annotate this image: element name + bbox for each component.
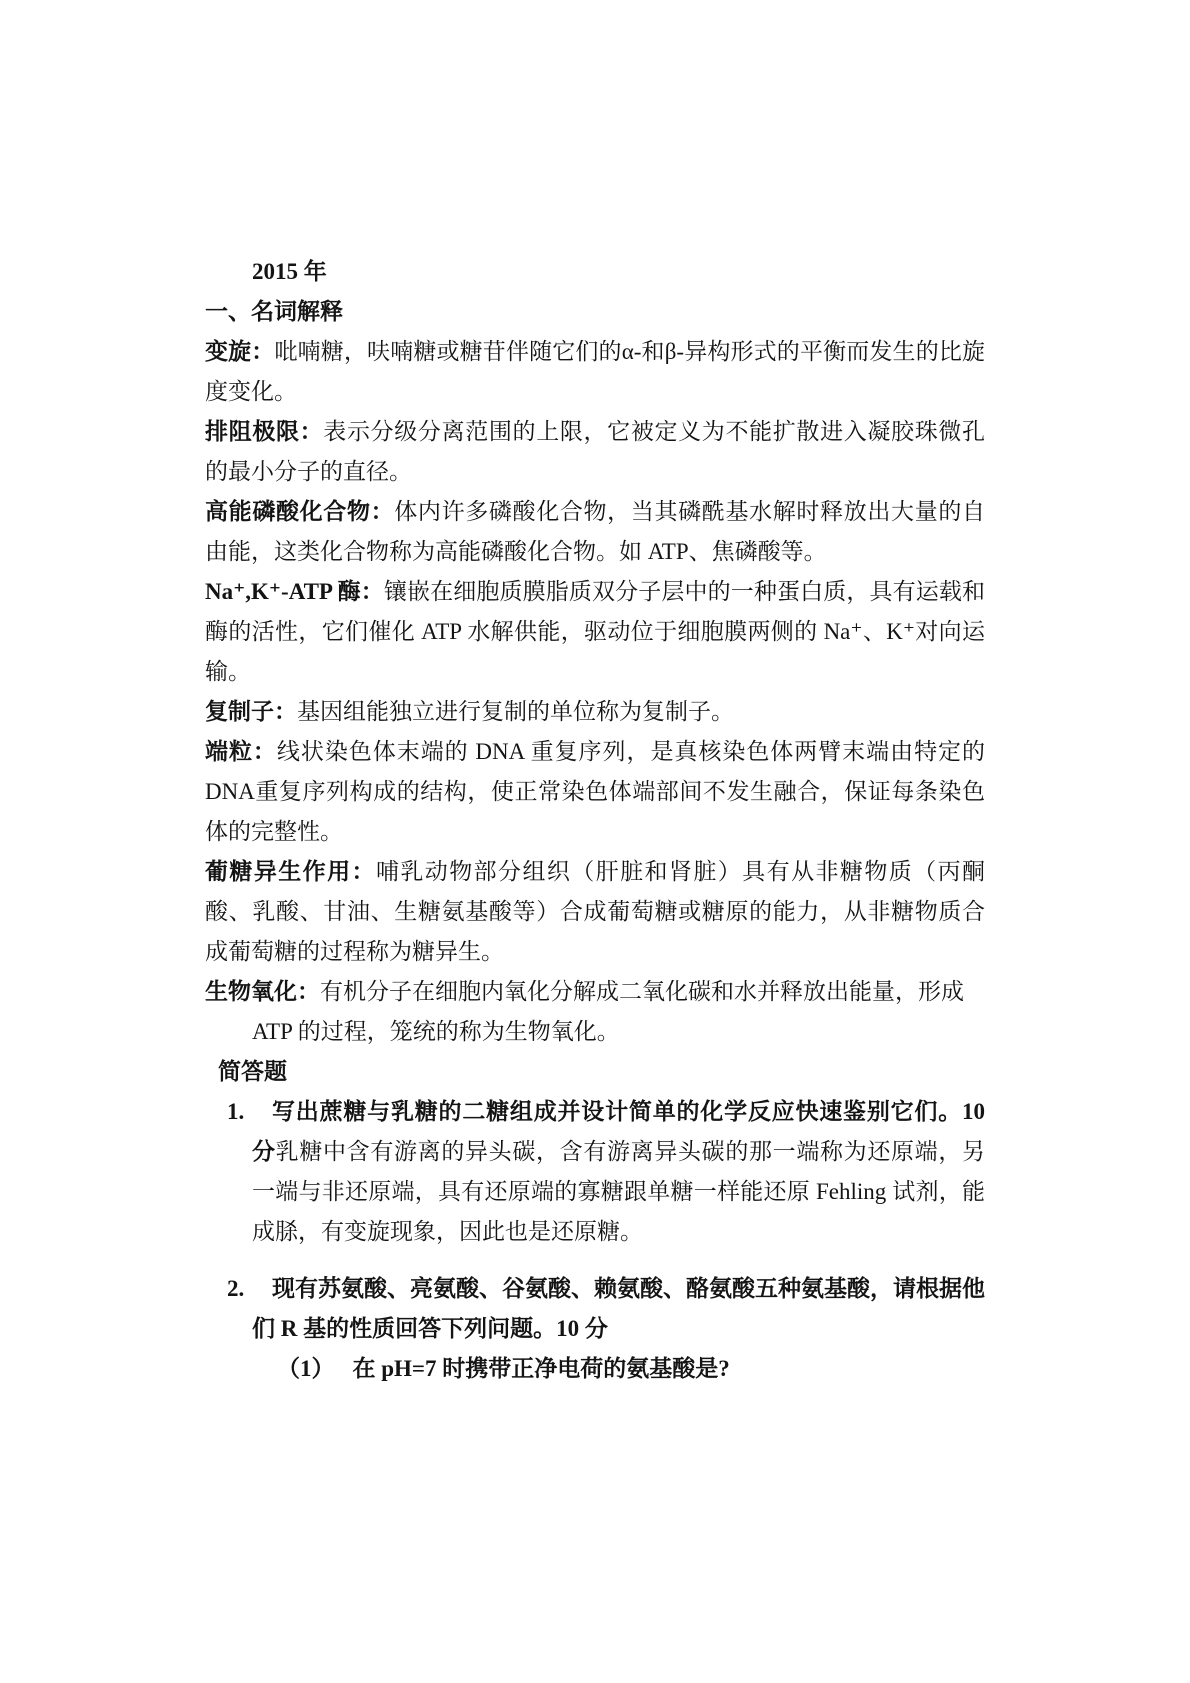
question-item-1 — [205, 1092, 985, 1252]
definition-mutarotation — [205, 332, 985, 412]
definition-body: 哺乳动物部分组织（肝脏和肾脏）具有从非糖物质（丙酮酸、乳酸、甘油、生糖氨基酸等）合成葡萄糖或糖原的能力，从非糖物质合成葡萄糖的过程称为糖异生。 — [205, 859, 986, 964]
definition-body: 有机分子在细胞内氧化分解成二氧化碳和水并释放出能量，形成 — [320, 979, 964, 1004]
definition-gluconeogenesis — [205, 852, 985, 972]
section-heading-definitions: 一、名词解释 — [205, 299, 343, 324]
definition-term: 复制子： — [205, 699, 297, 724]
definition-term: Na⁺,K⁺-ATP 酶： — [205, 579, 384, 604]
definition-term: 排阻极限： — [205, 419, 324, 444]
sub-question-text: 在 pH=7 时携带正净电荷的氨基酸是? — [352, 1356, 730, 1381]
definition-body: 线状染色体末端的 DNA 重复序列，是真核染色体两臂末端由特定的DNA重复序列构成的结构，使正常染色体端部间不发生融合，保证每条染色体的完整性。 — [205, 739, 986, 844]
sub-question-1 — [205, 1349, 985, 1389]
year-title: 2015 年 — [252, 259, 327, 284]
definition-term: 生物氧化： — [205, 979, 320, 1004]
sub-question-label: （1） — [277, 1356, 335, 1381]
definition-term: 葡糖异生作用： — [205, 859, 376, 884]
definition-term: 高能磷酸化合物： — [205, 499, 395, 524]
definition-exclusion-limit — [205, 412, 985, 492]
definition-telomere — [205, 732, 985, 852]
question-prompt: 写出蔗糖与乳糖的二糖组成并设计简单的化学反应快速鉴别它们。10 分 — [252, 1099, 985, 1164]
definition-body: ATP 的过程，笼统的称为生物氧化。 — [252, 1019, 620, 1044]
question-answer: 乳糖中含有游离的异头碳，含有游离异头碳的那一端称为还原端，另一端与非还原端，具有还原端的寡糖跟单糖一样能还原 Fehling 试剂，能成脎，有变旋现象，因此也是还原糖。 — [252, 1139, 986, 1244]
definition-term: 端粒： — [205, 739, 277, 764]
document-page — [205, 252, 985, 1389]
definition-high-energy-phosphate — [205, 492, 985, 572]
definition-body: 基因组能独立进行复制的单位称为复制子。 — [297, 699, 734, 724]
definition-biological-oxidation — [205, 972, 985, 1012]
definition-biological-oxidation-line2 — [205, 1012, 985, 1052]
definition-body: 镶嵌在细胞质膜脂质双分子层中的一种蛋白质，具有运载和酶的活性，它们催化 ATP 水解供能，驱动位于细胞膜两侧的 Na⁺、K⁺对向运输。 — [205, 579, 985, 684]
section-heading-short-answer: 简答题 — [218, 1059, 287, 1084]
definition-body: 体内许多磷酸化合物，当其磷酰基水解时释放出大量的自由能，这类化合物称为高能磷酸化合物。如 ATP、焦磷酸等。 — [205, 499, 985, 564]
question-prompt: 现有苏氨酸、亮氨酸、谷氨酸、赖氨酸、酪氨酸五种氨基酸，请根据他们 R 基的性质回答下列问题。10 分 — [252, 1276, 985, 1341]
definition-term: 变旋： — [205, 339, 275, 364]
definition-na-k-atpase — [205, 572, 985, 692]
definition-body: 表示分级分离范围的上限，它被定义为不能扩散进入凝胶珠微孔的最小分子的直径。 — [205, 419, 985, 484]
question-number: 2. — [227, 1276, 245, 1301]
definition-body: 吡喃糖，呋喃糖或糖苷伴随它们的α-和β-异构形式的平衡而发生的比旋度变化。 — [205, 339, 985, 404]
definition-replicon — [205, 692, 985, 732]
question-number: 1. — [227, 1099, 245, 1124]
question-item-2 — [205, 1269, 985, 1349]
